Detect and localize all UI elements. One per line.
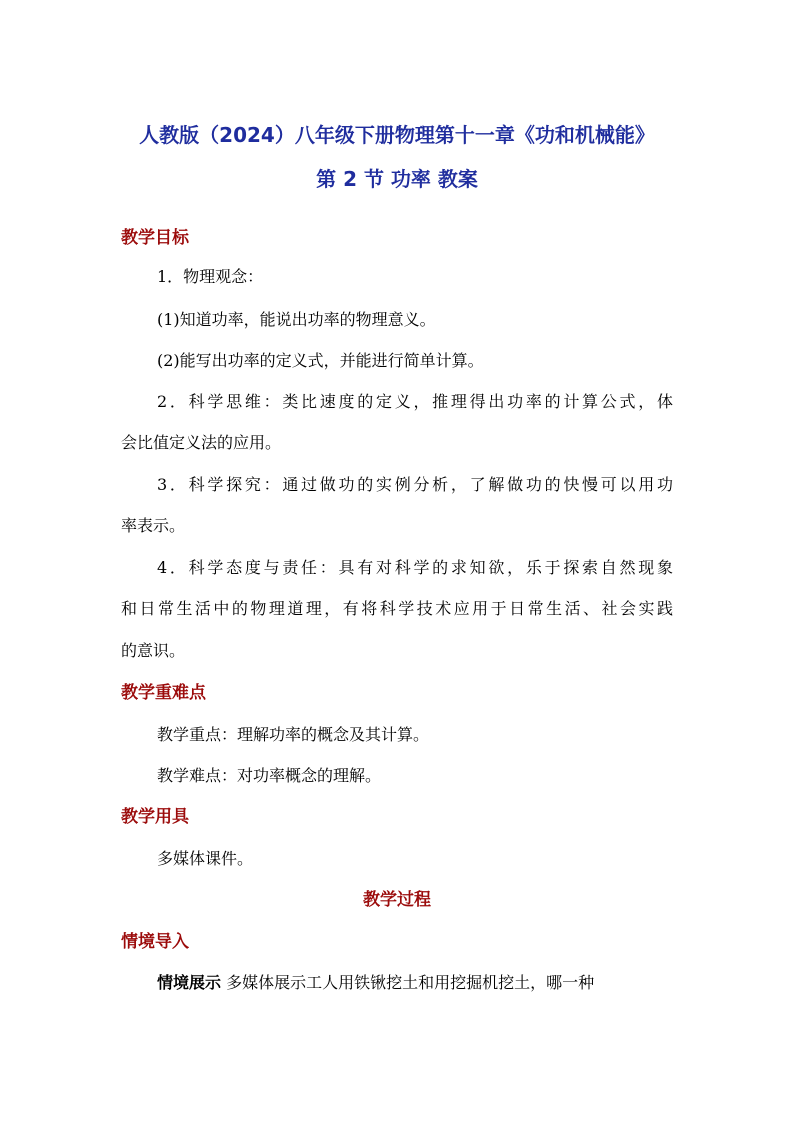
intro-text: 多媒体展示工人用铁锹挖土和用挖掘机挖土，哪一种 [221,973,595,992]
objective-item-3-line2: 率表示。 [121,516,186,535]
section-heading-intro: 情境导入 [121,932,189,952]
objective-item-4-line1: 4．科学态度与责任：具有对科学的求知欲，乐于探索自然现象 [157,558,673,577]
objective-item-1-2: (2)能写出功率的定义式，并能进行简单计算。 [157,351,484,370]
section-heading-tools: 教学用具 [121,807,189,827]
section-heading-process: 教学过程 [363,890,431,910]
section-heading-key-points: 教学重难点 [121,683,206,703]
objective-item-2-line1: 2．科学思维：类比速度的定义，推理得出功率的计算公式，体 [157,392,673,411]
objective-item-2-line2: 会比值定义法的应用。 [121,433,282,452]
intro-label: 情境展示 [157,973,222,992]
objective-item-4-line3: 的意识。 [121,641,186,660]
objective-item-1: 1．物理观念： [157,267,264,286]
section-heading-objectives: 教学目标 [121,228,189,248]
key-point-difficulty: 教学难点：对功率概念的理解。 [157,766,382,785]
objective-item-4-line2: 和日常生活中的物理道理，有将科学技术应用于日常生活、社会实践 [121,599,673,618]
key-point-focus: 教学重点：理解功率的概念及其计算。 [157,725,430,744]
objective-item-3-line1: 3．科学探究：通过做功的实例分析，了解做功的快慢可以用功 [157,475,673,494]
document-title: 人教版（2024）八年级下册物理第十一章《功和机械能》 [139,123,655,147]
document-subtitle: 第 2 节 功率 教案 [316,167,478,191]
tools-text: 多媒体课件。 [157,849,254,868]
objective-item-1-1: (1)知道功率，能说出功率的物理意义。 [157,310,436,329]
intro-paragraph [157,972,594,994]
